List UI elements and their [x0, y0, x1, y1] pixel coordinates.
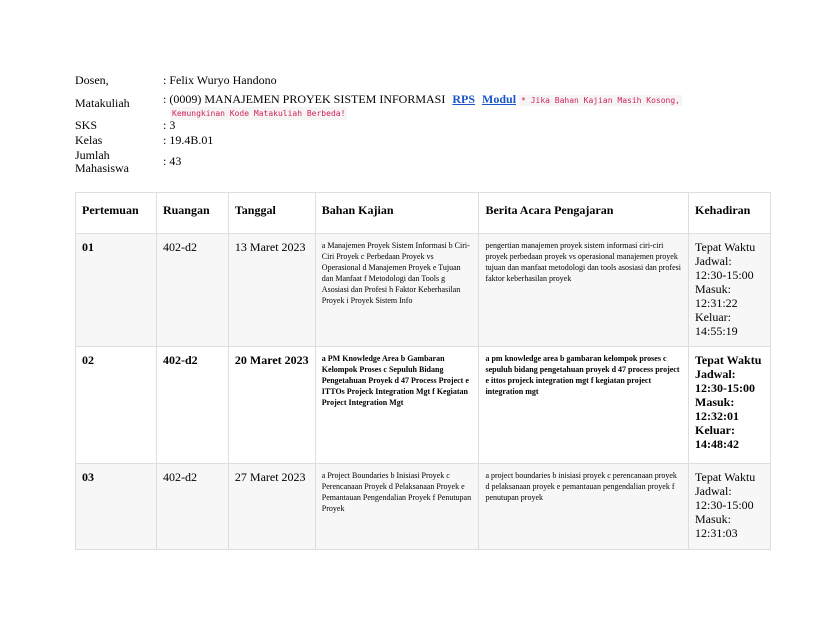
kehadiran-line: 12:31:22 — [695, 296, 738, 310]
sks-label: SKS — [75, 118, 98, 132]
kehadiran-line: 12:32:01 — [695, 409, 739, 423]
matakuliah-row — [75, 89, 775, 119]
rps-link[interactable]: RPS — [452, 92, 476, 106]
sks-row — [75, 119, 775, 134]
matakuliah-label: Matakuliah — [75, 96, 130, 110]
sks-value: : 3 — [163, 118, 176, 132]
header-bahan-kajian: Bahan Kajian — [315, 193, 479, 234]
kode-warning-line1: * Jika Bahan Kajian Masih Kosong, — [521, 96, 680, 105]
header-pertemuan: Pertemuan — [76, 193, 157, 234]
cell-pertemuan: 01 — [76, 234, 157, 347]
kehadiran-status: Tepat Waktu — [695, 470, 756, 484]
kehadiran-line: 12:30-15:00 — [695, 268, 754, 282]
header-ruangan: Ruangan — [156, 193, 228, 234]
kelas-value: : 19.4B.01 — [163, 133, 214, 147]
kehadiran-line: Masuk: — [695, 395, 735, 409]
jumlah-label — [75, 149, 129, 175]
kehadiran-line: 12:30-15:00 — [695, 498, 754, 512]
table-header-row — [76, 193, 771, 234]
cell-kehadiran — [689, 234, 771, 347]
jumlah-label-line1: Jumlah — [75, 148, 110, 162]
matakuliah-value: : (0009) MANAJEMEN PROYEK SISTEM INFORMASI — [163, 92, 446, 106]
cell-berita-acara: pengertian manajemen proyek sistem informasi ciri-ciri proyek perbedaan proyek vs operasional manajemen proyek tujuan dan manfaat metodologi dan tools asosiasi dan profesi faktor keberhasilan proyek — [479, 234, 689, 347]
jumlah-row — [75, 149, 775, 177]
attendance-table — [75, 192, 771, 550]
cell-berita-acara: a project boundaries b inisiasi proyek c perencanaan proyek d pelaksanaan proyek e pemantauan pengendalian proyek f penutupan proyek — [479, 464, 689, 550]
cell-pertemuan: 03 — [76, 464, 157, 550]
cell-bahan-kajian: a Manajemen Proyek Sistem Informasi b Ciri-Ciri Proyek c Perbedaan Proyek vs Operasional d Manajemen Proyek e Tujuan dan Manfaat f Metodologi dan Tools g Asosiasi dan Profesi h Faktor Keberhasilan Proyek i Proyek Sistem Info — [315, 234, 479, 347]
cell-tanggal: 20 Maret 2023 — [228, 347, 315, 464]
cell-tanggal: 13 Maret 2023 — [228, 234, 315, 347]
kode-warning-line2: Kemungkinan Kode Matakuliah Berbeda! — [172, 109, 346, 118]
kehadiran-line: Keluar: — [695, 423, 735, 437]
cell-ruangan: 402-d2 — [156, 464, 228, 550]
kelas-label: Kelas — [75, 133, 103, 147]
cell-bahan-kajian: a Project Boundaries b Inisiasi Proyek c Perencanaan Proyek d Pelaksanaan Proyek e Pemantauan Pengendalian Proyek f Penutupan Proyek — [315, 464, 479, 550]
kehadiran-line: Jadwal: — [695, 484, 732, 498]
cell-kehadiran — [689, 347, 771, 464]
kehadiran-line: 12:31:03 — [695, 526, 738, 540]
dosen-value: : Felix Wuryo Handono — [163, 73, 277, 87]
table-row — [76, 464, 771, 550]
kehadiran-line: Jadwal: — [695, 254, 732, 268]
cell-bahan-kajian: a PM Knowledge Area b Gambaran Kelompok Proses c Sepuluh Bidang Pengetahuan Proyek d 47 Process Project e ITTOs Projeck Integration Mgt f Kegiatan Project Integration Mgt — [315, 347, 479, 464]
kehadiran-line: 14:55:19 — [695, 324, 738, 338]
cell-kehadiran — [689, 464, 771, 550]
kelas-row — [75, 134, 775, 149]
table-row — [76, 234, 771, 347]
table-row — [76, 347, 771, 464]
cell-berita-acara: a pm knowledge area b gambaran kelompok proses c sepuluh bidang pengetahuan proyek d 47 process project e ittos projeck integration mgt f kegiatan project integration mgt — [479, 347, 689, 464]
dosen-row — [75, 74, 775, 89]
kehadiran-line: Masuk: — [695, 512, 731, 526]
cell-tanggal: 27 Maret 2023 — [228, 464, 315, 550]
jumlah-value: : 43 — [163, 154, 182, 168]
header-berita-acara: Berita Acara Pengajaran — [479, 193, 689, 234]
header-kehadiran: Kehadiran — [689, 193, 771, 234]
kehadiran-line: 12:30-15:00 — [695, 381, 755, 395]
header-tanggal: Tanggal — [228, 193, 315, 234]
kehadiran-line: Keluar: — [695, 310, 731, 324]
kehadiran-status: Tepat Waktu — [695, 240, 756, 254]
dosen-label: Dosen, — [75, 73, 109, 87]
modul-link[interactable]: Modul — [482, 92, 517, 106]
matakuliah-value-wrap — [163, 93, 682, 107]
jumlah-label-line2: Mahasiswa — [75, 161, 129, 175]
kehadiran-line: Masuk: — [695, 282, 731, 296]
cell-pertemuan: 02 — [76, 347, 157, 464]
cell-ruangan: 402-d2 — [156, 234, 228, 347]
cell-ruangan: 402-d2 — [156, 347, 228, 464]
kehadiran-status: Tepat Waktu — [695, 353, 762, 367]
course-info — [75, 74, 775, 177]
kehadiran-line: Jadwal: — [695, 367, 736, 381]
kehadiran-line: 14:48:42 — [695, 437, 739, 451]
